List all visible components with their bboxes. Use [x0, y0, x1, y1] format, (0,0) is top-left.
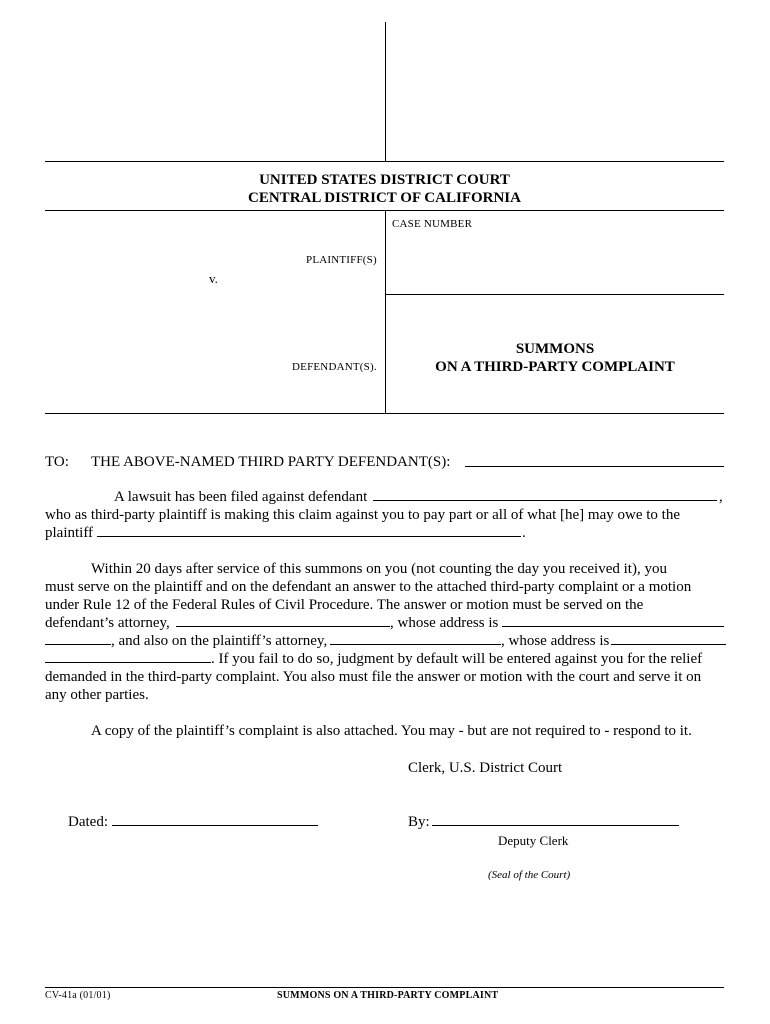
clerk-label: Clerk, U.S. District Court [408, 760, 563, 776]
seal-label: (Seal of the Court) [488, 869, 571, 881]
plaintiff-label: PLAINTIFF(S) [306, 254, 377, 266]
p2-line1: Within 20 days after service of this summons on you (not counting the day you received it), you [91, 561, 667, 577]
deputy-clerk-label: Deputy Clerk [498, 833, 569, 848]
p2-line5-text-a: , and also on the plaintiff’s attorney, [111, 633, 328, 649]
plaintiff-attorney-address-field-1[interactable] [611, 630, 726, 645]
p2-line3: under Rule 12 of the Federal Rules of Civil Procedure. The answer or motion must be served on the [45, 597, 644, 613]
p2-line5-text-b: , whose address is [501, 633, 610, 649]
versus-label: v. [209, 271, 218, 286]
by-label: By: [408, 814, 430, 830]
p2-line2: must serve on the plaintiff and on the defendant an answer to the attached third-party complaint or a motion [45, 579, 692, 595]
p2-line8: any other parties. [45, 687, 149, 703]
plaintiff-attorney-address-field-2[interactable] [45, 648, 211, 663]
document-title-line1: SUMMONS [515, 341, 595, 357]
p1-line3-text: plaintiff [45, 525, 94, 541]
deputy-clerk-signature-field[interactable] [432, 811, 679, 826]
p1-comma: , [719, 489, 723, 505]
caption-bottom-rule [45, 413, 724, 414]
defendant-label: DEFENDANT(S). [292, 361, 377, 373]
dated-label: Dated: [68, 814, 108, 830]
footer-rule [45, 987, 724, 988]
third-party-defendant-name-field[interactable] [465, 452, 724, 467]
court-name [45, 171, 724, 207]
case-number-bottom-rule [386, 294, 724, 295]
to-text: THE ABOVE-NAMED THIRD PARTY DEFENDANT(S): [91, 454, 451, 470]
court-header-top-rule [45, 161, 724, 162]
document-title-line2: ON A THIRD-PARTY COMPLAINT [435, 359, 675, 375]
document-title [386, 340, 724, 376]
footer-title: SUMMONS ON A THIRD-PARTY COMPLAINT [277, 990, 499, 1001]
p2-line4-text-a: defendant’s attorney, [45, 615, 170, 631]
plaintiff-attorney-field[interactable] [330, 630, 501, 645]
to-label: TO: [45, 454, 69, 470]
case-number-label: CASE NUMBER [392, 218, 473, 230]
dated-field[interactable] [112, 811, 318, 826]
court-name-line2: CENTRAL DISTRICT OF CALIFORNIA [248, 190, 521, 206]
defendant-attorney-field[interactable] [176, 612, 390, 627]
caption-vertical-divider [385, 210, 386, 413]
p1-end-period: . [522, 525, 526, 541]
defendant-attorney-address-field-1[interactable] [502, 612, 724, 627]
court-name-line1: UNITED STATES DISTRICT COURT [259, 172, 510, 188]
plaintiff-name-field[interactable] [97, 522, 521, 537]
defendant-attorney-address-field-2[interactable] [45, 630, 111, 645]
top-vertical-divider [385, 22, 386, 161]
p2-line4-text-b: , whose address is [390, 615, 499, 631]
p1-line1-text: A lawsuit has been filed against defendant [114, 489, 368, 505]
form-id: CV-41a (01/01) [45, 990, 111, 1001]
p1-line2-text: who as third-party plaintiff is making this claim against you to pay part or all of what [he] may owe to the [45, 507, 680, 523]
p2-line7: demanded in the third-party complaint. You also must file the answer or motion with the court and serve it on [45, 669, 702, 685]
p3-text: A copy of the plaintiff’s complaint is also attached. You may - but are not required to - respond to it. [91, 723, 692, 739]
p2-line6-text: . If you fail to do so, judgment by default will be entered against you for the relief [211, 651, 703, 667]
defendant-name-field[interactable] [373, 486, 717, 501]
